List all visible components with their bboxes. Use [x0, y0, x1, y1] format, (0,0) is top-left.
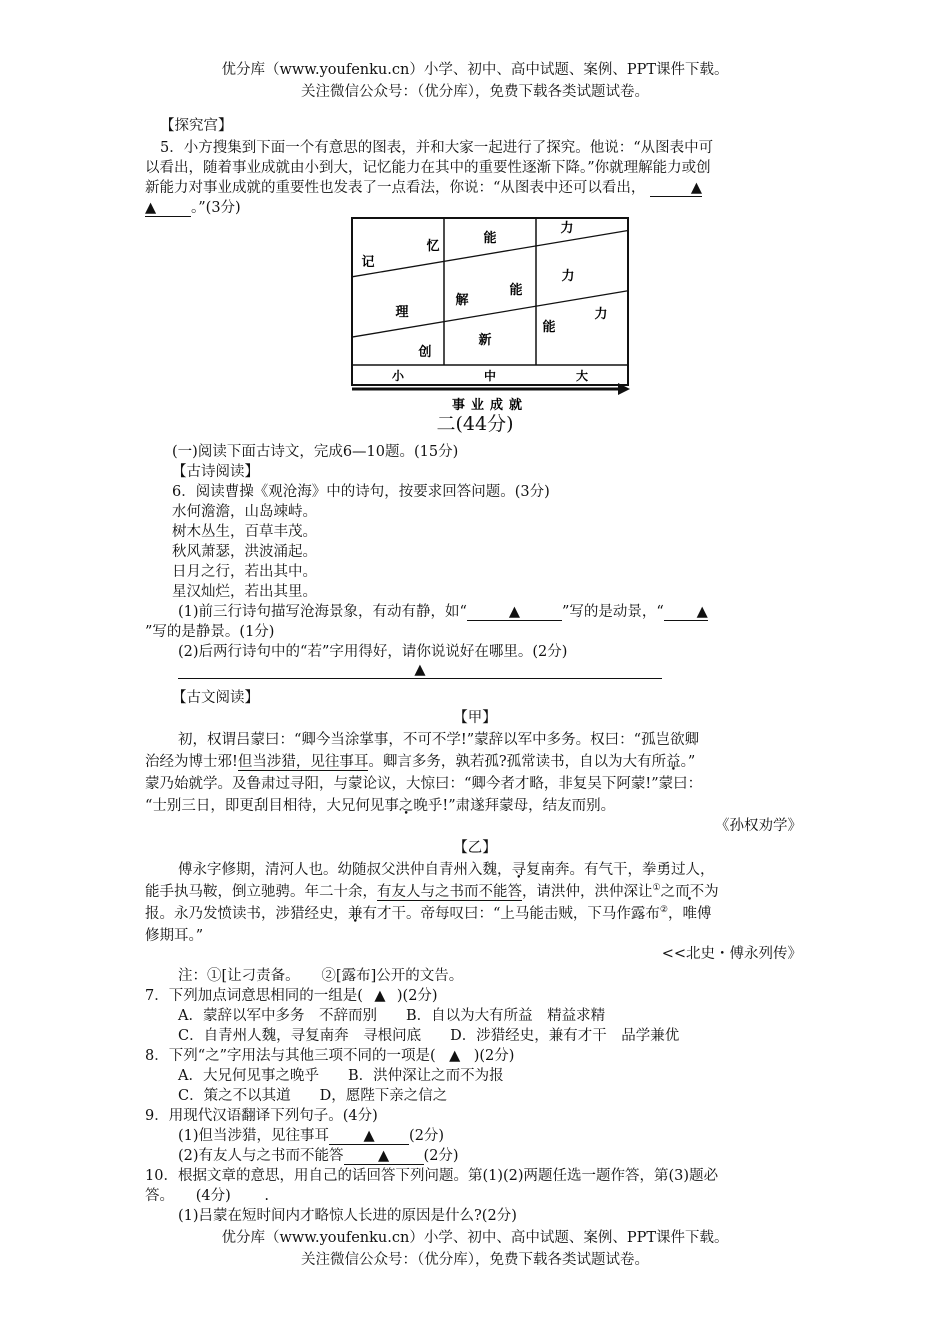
label-understanding-3: 能 — [509, 283, 523, 298]
jia-line-2d: 。” — [680, 754, 696, 770]
q5-line-4 — [145, 198, 241, 218]
yi-line-2 — [145, 882, 719, 902]
yi-source: <<北史・傅永列传》 — [661, 946, 802, 962]
blank-marker: ▲ — [414, 662, 426, 678]
q9-answer-blank-2[interactable] — [344, 1148, 424, 1165]
jia-line-4c: 晚乎!”肃遂拜蒙母，结友而别。 — [413, 798, 616, 814]
blank-marker: ▲ — [690, 180, 703, 196]
poem-line-2: 树木丛生，百草丰茂。 — [172, 524, 317, 540]
jia-line-3: 蒙乃始就学。及鲁肃过寻阳，与蒙论议，大惊曰：“卿今者才略，非复吴下阿蒙!”蒙曰： — [145, 776, 703, 792]
jia-line-4 — [145, 796, 615, 816]
jia-line-2a: 治经为博士邪! — [145, 754, 238, 770]
x-axis-label: 事业成就 — [451, 398, 529, 413]
yi-line-3c: 有才干。帝每叹曰：“上马能击贼，下马作露布 — [362, 906, 660, 922]
yi-dotted-jian: 兼 — [348, 906, 363, 922]
yi-line-3d: ，唯傅 — [668, 906, 712, 922]
q7-options-cd: C．自青州人魏，寻复南奔 寻根问底 D．涉猎经史，兼有才干 品学兼优 — [178, 1028, 680, 1044]
part-1-intro: (一)阅读下面古诗文，完成6—10题。(15分) — [172, 444, 459, 460]
q6-blank-static[interactable] — [664, 604, 708, 621]
q9-s2-score: (2分) — [423, 1148, 459, 1164]
poem-line-4: 日月之行，若出其中。 — [172, 564, 317, 580]
yi-line-4: 修期耳。” — [145, 928, 204, 944]
q9-sentence-1 — [178, 1126, 444, 1146]
yi-line-1 — [178, 860, 715, 880]
blank-marker: ▲ — [377, 1148, 390, 1164]
poem-line-5: 星汉灿烂，若出其里。 — [172, 584, 317, 600]
q6-sub2: (2)后两行诗句中的“若”字用得好，请你说说好在哪里。(2分) — [178, 644, 568, 660]
q8-options-cd: C．策之不以其道 D，愿陛下亲之信之 — [178, 1088, 448, 1104]
q9-s2-text: (2)有友人与之书而不能答 — [178, 1148, 344, 1164]
jia-underlined-sentence: 但当涉猎，见往事耳 — [237, 754, 369, 770]
yi-dotted-zhi: 之而不为 — [660, 884, 719, 900]
q7-answer-slot[interactable] — [363, 986, 397, 1006]
header-line-1: 优分库（www.youfenku.cn）小学、初中、高中试题、案例、PPT课件下载。 — [221, 62, 729, 78]
q5-answer-blank-a[interactable] — [650, 180, 702, 197]
q5-line-3-text: 新能力对事业成就的重要性也发表了一点看法，你说：“从图表中还可以看出， — [145, 180, 646, 196]
yi-line-1a: 傅永字修期，清河人也。幼随叔父洪仲自青州入魏， — [178, 862, 512, 878]
note-ref-2: ② — [659, 905, 668, 916]
yi-line-1c: 复南奔。有气干，拳勇过人， — [526, 862, 715, 878]
yi-underlined-sentence: 有友人与之书而不能答 — [377, 884, 522, 900]
header-line-2: 关注微信公众号：（优分库），免费下载各类试题试卷。 — [301, 84, 649, 100]
label-memory-4: 力 — [560, 221, 574, 236]
q9-s1-text: (1)但当涉猎，见往事耳 — [178, 1128, 330, 1144]
q9-sentence-2 — [178, 1146, 459, 1166]
blank-marker: ▲ — [145, 200, 157, 216]
section-prose: 【古文阅读】 — [172, 690, 259, 706]
jia-dotted-zhi: 之 — [398, 798, 414, 814]
q6-sub2-answer-line[interactable] — [178, 662, 662, 679]
label-understanding-4: 力 — [561, 269, 575, 284]
jia-label: 【甲】 — [453, 710, 497, 726]
q5-line-4-suffix: 。”(3分) — [191, 200, 241, 216]
yi-line-2a: 能手执马鞍，倒立驰骋。年二十余， — [145, 884, 377, 900]
q8-stem-b: )(2分) — [473, 1048, 515, 1064]
label-understanding-2: 解 — [455, 293, 469, 308]
yi-line-2b: ，请洪仲，洪仲深让 — [522, 884, 653, 900]
jia-line-1: 初，权谓吕蒙曰：“卿今当涂掌事，不可不学!”蒙辞以军中多务。权曰：“孤岂欲卿 — [178, 732, 700, 748]
q5-answer-blank-b[interactable] — [145, 200, 191, 217]
q8-stem-a: 8．下列“之”字用法与其他三项不同的一项是( — [145, 1048, 436, 1064]
poem-line-3: 秋风萧瑟，洪波涌起。 — [172, 544, 317, 560]
section-poem: 【古诗阅读】 — [172, 464, 259, 480]
q5-line-3 — [145, 178, 702, 198]
label-innovation-2: 新 — [478, 333, 492, 348]
jia-line-2 — [145, 752, 695, 772]
q6-sub1-c: ”写的是静景。(1分) — [145, 624, 275, 640]
label-innovation-3: 能 — [542, 320, 556, 335]
q9-s1-score: (2分) — [409, 1128, 445, 1144]
q10-sub-1: (1)吕蒙在短时间内才略惊人长进的原因是什么?(2分) — [178, 1208, 517, 1224]
poem-line-1: 水何澹澹，山岛竦峙。 — [172, 504, 317, 520]
q6-blank-dynamic[interactable] — [467, 604, 562, 621]
q5-line-1: 5．小方搜集到下面一个有意思的图表，并和大家一起进行了探究。他说：“从图表中可 — [160, 140, 714, 156]
footer-line-1: 优分库（www.youfenku.cn）小学、初中、高中试题、案例、PPT课件下载。 — [221, 1230, 729, 1246]
ability-achievement-chart — [340, 210, 640, 415]
part-2-title: 二(44分) — [436, 413, 514, 435]
q6-sub1 — [178, 602, 708, 622]
yi-dotted-xun: 寻 — [511, 862, 526, 878]
q8-options-ab: A．大兄何见事之晚乎 B．洪仲深让之而不为报 — [178, 1068, 504, 1084]
q8-answer-slot[interactable] — [436, 1046, 474, 1066]
yi-line-3a: 报。永乃发愤读书，涉猎经史， — [145, 906, 348, 922]
blank-marker: ▲ — [696, 604, 708, 620]
q9-stem: 9．用现代汉语翻译下列句子。(4分) — [145, 1108, 378, 1124]
note-ref-1: ① — [652, 883, 661, 894]
q10-line-2: 答。 (4分) . — [145, 1188, 270, 1204]
label-understanding-1: 理 — [395, 305, 409, 320]
q7-options-ab: A．蒙辞以军中多务 不辞而别 B．自以为大有所益 精益求精 — [178, 1008, 606, 1024]
blank-marker: ▲ — [449, 1048, 461, 1064]
q7-stem-b: )(2分) — [396, 988, 438, 1004]
label-innovation-4: 力 — [594, 307, 608, 322]
q6-sub1-b: ”写的是动景，“ — [561, 604, 664, 620]
yi-line-3 — [145, 904, 712, 924]
section-tanjiu: 【探究宫】 — [160, 118, 233, 134]
q6-sub2-answer[interactable] — [178, 660, 662, 680]
jia-dotted-yi: 益 — [666, 754, 681, 770]
q6-stem: 6．阅读曹操《观沧海》中的诗句，按要求回答问题。(3分) — [172, 484, 550, 500]
x-tick-label: 大 — [575, 369, 589, 383]
jia-line-2b: 。卿言多务，孰若孤?孤常读书，自以为大有所 — [368, 754, 667, 770]
q7-stem-a: 7．下列加点词意思相同的一组是( — [145, 988, 363, 1004]
x-tick-label: 中 — [483, 369, 497, 383]
label-innovation-1: 创 — [418, 345, 432, 360]
jia-source: 《孙权劝学》 — [715, 818, 802, 834]
x-tick-label: 小 — [391, 369, 405, 383]
q10-line-1: 10．根据文章的意思，用自己的话回答下列问题。第(1)(2)两题任选一题作答，第(3)题必 — [145, 1168, 719, 1184]
understanding-boundary-line — [352, 291, 628, 337]
jia-line-4a: “士别三日，即更刮目相待，大兄何见事 — [145, 798, 399, 814]
q6-sub1-a: (1)前三行诗句描写沧海景象，有动有静，如“ — [178, 604, 467, 620]
footer-line-2: 关注微信公众号：（优分库），免费下载各类试题试卷。 — [301, 1252, 649, 1268]
label-memory-1: 记 — [361, 255, 375, 270]
notes: 注：①[让刁责备。 ②[露布]公开的文告。 — [178, 968, 464, 984]
label-memory-3: 能 — [483, 231, 497, 246]
label-memory-2: 忆 — [426, 239, 440, 254]
q9-answer-blank-1[interactable] — [329, 1128, 409, 1145]
q5-line-2: 以看出，随着事业成就由小到大，记忆能力在其中的重要性逐渐下降。”你就理解能力或创 — [145, 160, 711, 176]
q8-stem — [145, 1046, 514, 1066]
blank-marker: ▲ — [508, 604, 521, 620]
blank-marker: ▲ — [363, 1128, 375, 1144]
blank-marker: ▲ — [374, 988, 386, 1004]
yi-label: 【乙】 — [453, 840, 497, 856]
q7-stem — [145, 986, 438, 1006]
